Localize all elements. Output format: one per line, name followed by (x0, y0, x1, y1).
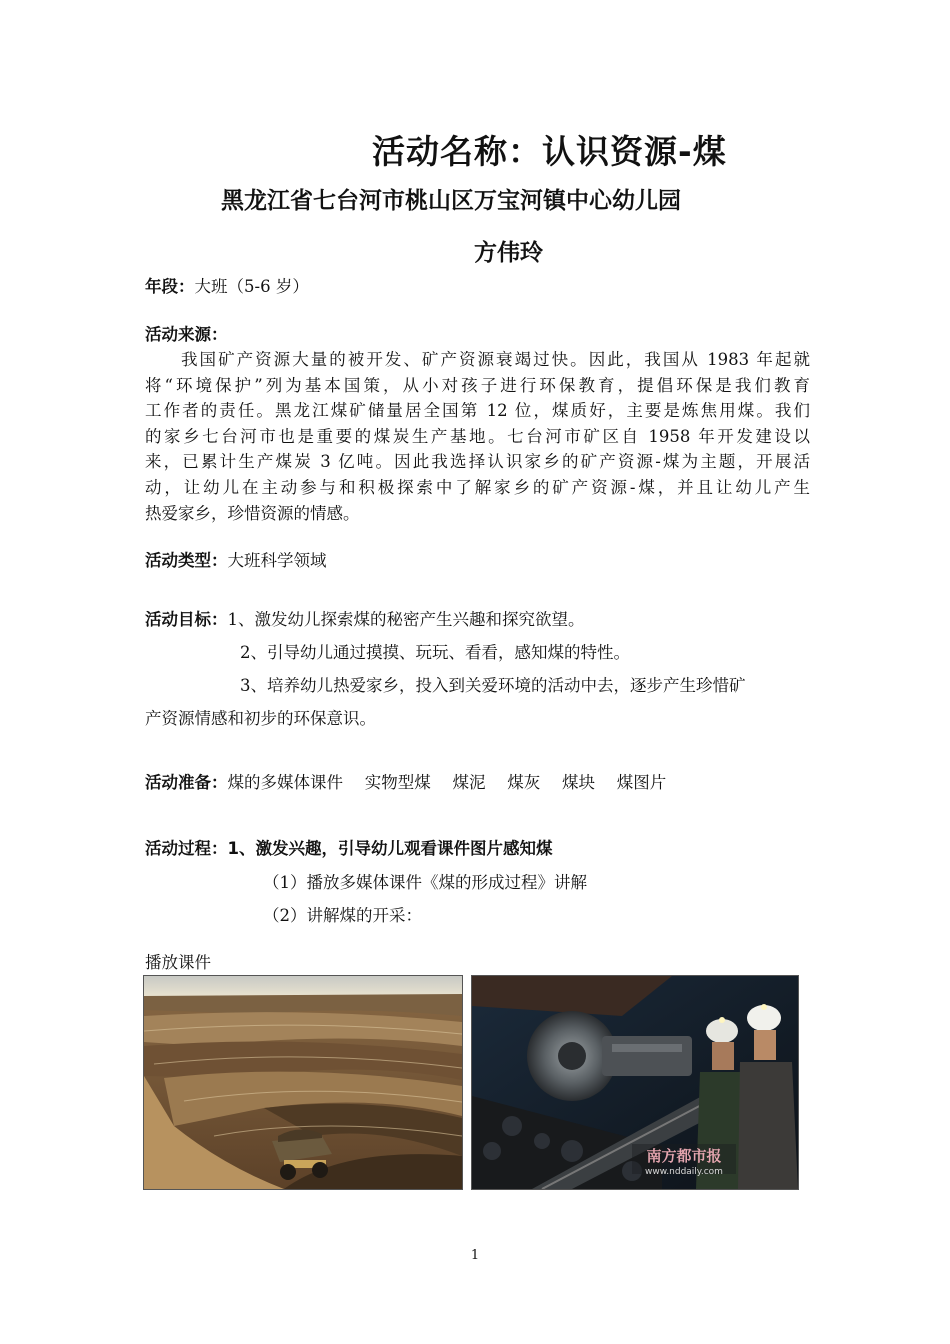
prep-label: 活动准备： (145, 773, 228, 792)
process-sub-2: （2）讲解煤的开采： (263, 906, 422, 925)
page-number: 1 (470, 1248, 480, 1263)
underground-miners-photo (471, 975, 799, 1190)
source-line: 将“环境保护”列为基本国策，从小对孩子进行环保教育，提倡环保是我们教育 (145, 375, 810, 395)
watermark-url: www.nddaily.com (645, 1167, 723, 1177)
source-line: 动，让幼儿在主动参与和积极探索中了解家乡的矿产资源-煤，并且让幼儿产生 (145, 477, 810, 497)
source-label: 活动来源： (145, 325, 228, 344)
goal-item: 3、培养幼儿热爱家乡，投入到关爱环境的活动中去，逐步产生珍惜矿 (240, 676, 746, 695)
goals-line-1 (145, 607, 585, 632)
page-title: 活动名称：认识资源-煤 (372, 132, 727, 171)
source-line: 的家乡七台河市也是重要的煤炭生产基地。七台河市矿区自 1958 年开发建设以 (145, 426, 810, 446)
type-value: 大班科学领域 (227, 551, 327, 570)
type-line (145, 548, 327, 573)
source-line: 工作者的责任。黑龙江煤矿储量居全国第 12 位，煤质好，主要是炼焦用煤。我们 (145, 401, 810, 421)
photo-caption: 播放课件 (145, 953, 211, 972)
goal-item: 1、激发幼儿探索煤的秘密产生兴趣和探究欲望。 (227, 610, 585, 629)
process-label: 活动过程： (145, 839, 228, 858)
open-pit-mine-photo (143, 975, 463, 1190)
source-line: 我国矿产资源大量的被开发、矿产资源衰竭过快。因此，我国从 1983 年起就 (181, 350, 810, 369)
prep-line (145, 770, 666, 795)
grade-label: 年段： (145, 277, 195, 296)
source-paragraph (145, 347, 810, 526)
process-line (145, 836, 552, 861)
source-line: 来，已累计生产煤炭 3 亿吨。因此我选择认识家乡的矿产资源-煤为主题，开展活 (145, 452, 810, 472)
type-label: 活动类型： (145, 551, 228, 570)
goals-label: 活动目标： (145, 610, 228, 629)
school-name: 黑龙江省七台河市桃山区万宝河镇中心幼儿园 (221, 188, 681, 214)
grade-line (145, 274, 309, 299)
watermark-text: 南方都市报 (646, 1147, 722, 1165)
author-name: 方伟玲 (474, 240, 543, 266)
process-step-1: 1、激发兴趣，引导幼儿观看课件图片感知煤 (227, 839, 553, 858)
goal-item: 2、引导幼儿通过摸摸、玩玩、看看，感知煤的特性。 (240, 643, 630, 662)
source-line: 热爱家乡，珍惜资源的情感。 (145, 503, 360, 523)
prep-value: 煤的多媒体课件 实物型煤 煤泥 煤灰 煤块 煤图片 (227, 773, 667, 792)
goal-continuation: 产资源情感和初步的环保意识。 (145, 709, 376, 728)
grade-value: 大班（5-6 岁） (194, 277, 309, 296)
process-sub-1: （1）播放多媒体课件《煤的形成过程》讲解 (263, 873, 587, 892)
